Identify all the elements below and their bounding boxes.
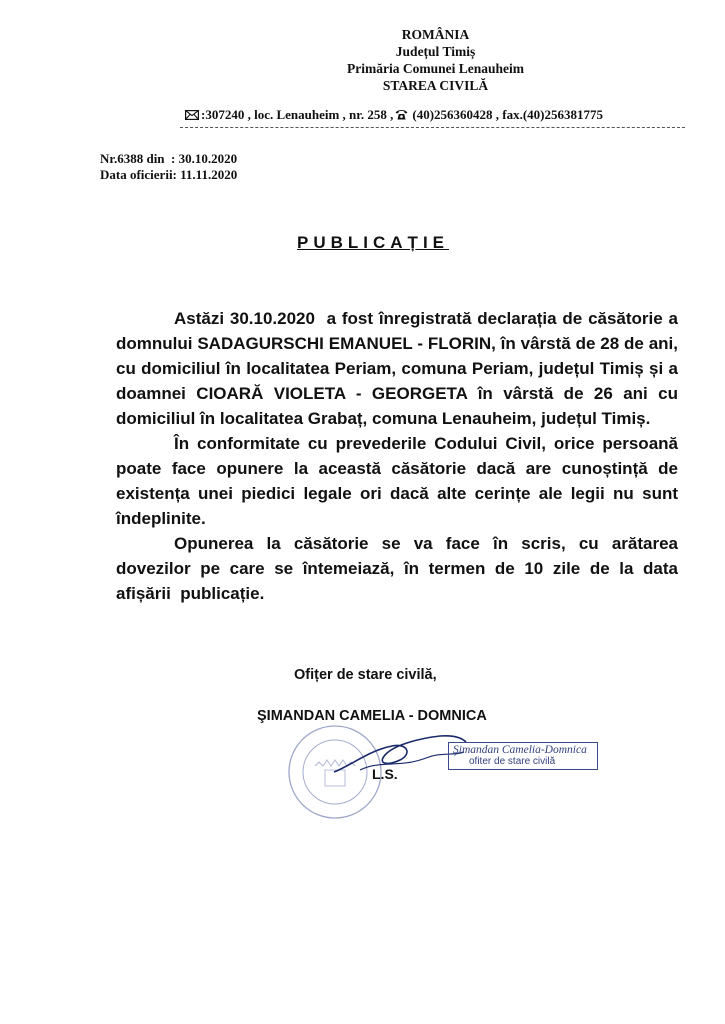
phone-icon (395, 109, 408, 120)
header-divider (180, 127, 685, 128)
department-name: STAREA CIVILĂ (382, 78, 489, 93)
county-name: Județul Timiș (395, 44, 476, 59)
ceremony-date: Data oficierii: 11.11.2020 (100, 167, 238, 182)
envelope-icon (185, 110, 199, 120)
officer-title: Ofițer de stare civilă, (294, 667, 437, 683)
town-hall-name: Primăria Comunei Lenauheim (347, 61, 524, 76)
name-stamp-name: Şimandan Camelia-Domnica (453, 744, 587, 756)
document-title: PUBLICAȚIE (297, 233, 449, 252)
paragraph-opposition: Opunerea la căsătorie se va face în scris, cu arătarea dovezilor pe care se întemeiază, în termen de 10 zile de la data afișării publicație. (116, 534, 683, 603)
officer-name: ŞIMANDAN CAMELIA - DOMNICA (257, 708, 487, 724)
reference-block (100, 151, 237, 183)
name-stamp-role: ofiter de stare civilă (469, 756, 556, 767)
contact-line (185, 107, 603, 123)
phone-fax: (40)256360428 , fax.(40)256381775 (412, 107, 604, 122)
postal-address: :307240 , loc. Lenauheim , nr. 258 , (201, 107, 394, 122)
registration-number: Nr.6388 din : 30.10.2020 (100, 151, 238, 166)
name-stamp (448, 742, 598, 770)
publication-body (116, 306, 683, 606)
paragraph-declaration: Astăzi 30.10.2020 a fost înregistrată declarația de căsătorie a domnului SADAGURSCHI EMANUEL - FLORIN, în vârstă de 28 de ani, cu domiciliul în localitatea Periam, comuna Periam, județul Timiș și a doamnei CIOARĂ VIOLETA - GEORGETA în vârstă de 26 ani cu domiciliul în localitatea Grabaț, comuna Lenauheim, județul Timiș. (116, 309, 683, 428)
locus-sigilli-mark: L.S. (372, 766, 398, 782)
country-name: ROMÂNIA (401, 27, 470, 42)
paragraph-legal-basis: În conformitate cu prevederile Codului Civil, orice persoană poate face opunere la această căsătorie dacă are cunoștință de existența unei piedici legale ori dacă alte cerințe ale legii nu sunt îndeplinite. (116, 434, 678, 528)
letterhead (0, 26, 725, 94)
